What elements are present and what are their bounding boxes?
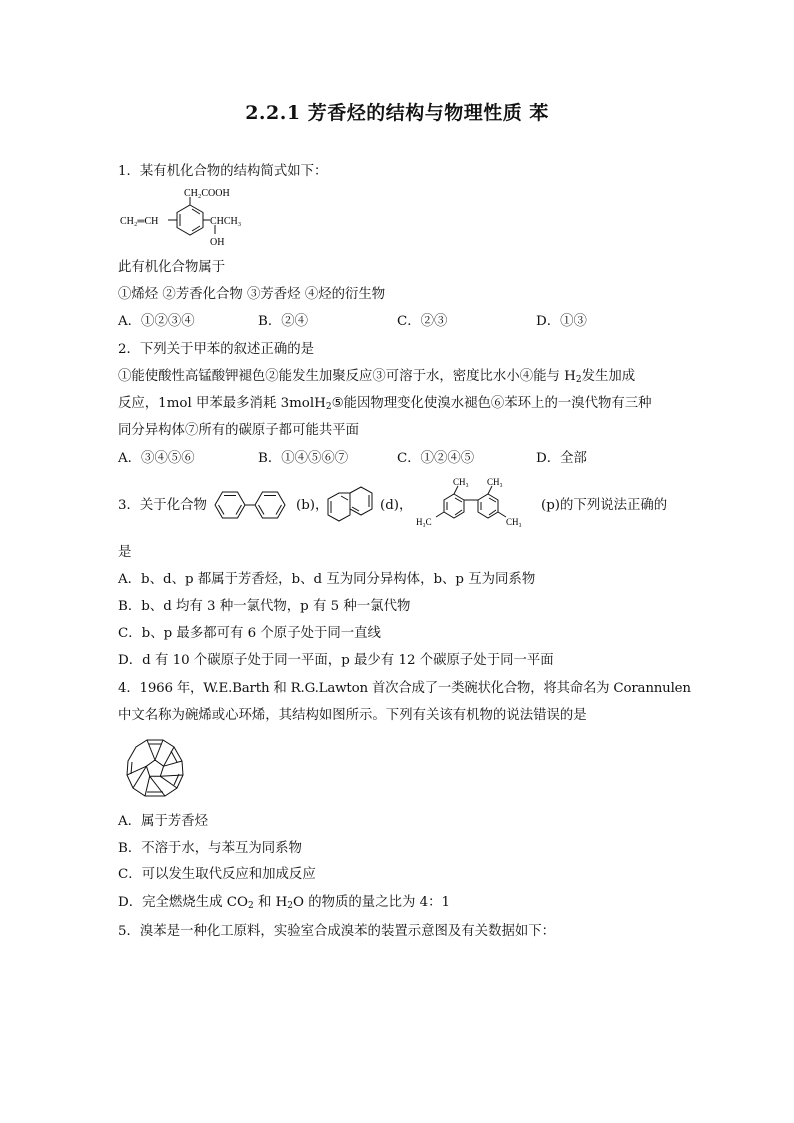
q1-stem: 1．某有机化合物的结构简式如下：	[118, 164, 328, 179]
q1-alcohol-label: CHCH₃	[210, 216, 242, 227]
q3-stem-end: 是	[118, 545, 132, 560]
page-title: 2.2.1 芳香烃的结构与物理性质 苯	[245, 102, 549, 124]
q1-question: 此有机化合物属于	[118, 260, 226, 275]
p-ch3-label-right: CH₃	[487, 477, 503, 487]
q1-option-c: C．②③	[397, 314, 448, 329]
q1-oh-label: OH	[210, 237, 225, 248]
q3-label-p: (p)的下列说法正确的	[541, 498, 668, 513]
q4-option-a: A．属于芳香烃	[118, 814, 209, 829]
q4-option-c: C．可以发生取代反应和加成反应	[118, 867, 316, 882]
q4-optd-text-e: O 的物质的量之比为 4：1	[293, 895, 451, 910]
corannulene-structure	[120, 733, 190, 803]
q3-label-b: (b)，	[296, 498, 329, 513]
q4-optd-text-a: D．完全燃烧生成 CO	[118, 895, 248, 910]
p-ch3-label-left: CH₃	[453, 477, 469, 487]
q1-option-d: D．①③	[536, 314, 587, 329]
q4-option-b: B．不溶于水，与苯互为同系物	[118, 841, 302, 856]
q1-option-a: A．①②③④	[118, 314, 195, 329]
q5-stem: 5．溴苯是一种化工原料，实验室合成溴苯的装置示意图及有关数据如下：	[118, 924, 556, 939]
q3-option-a: A．b、d、p 都属于芳香烃，b、d 互为同分异构体，b、p 互为同系物	[118, 572, 536, 587]
q2-stem: 2．下列关于甲苯的叙述正确的是	[118, 342, 314, 357]
q3-option-d: D．d 有 10 个碳原子处于同一平面，p 最少有 12 个碳原子处于同一平面	[118, 653, 554, 668]
q2-line1-text-c: 发生加成	[581, 369, 636, 384]
q2-option-d: D．全部	[536, 451, 587, 466]
biphenyl-structure-b	[210, 488, 294, 522]
q1-items: ①烯烃 ②芳香化合物 ③芳香烃 ④烃的衍生物	[118, 287, 386, 302]
q4-optd-sub-2: 2	[287, 901, 294, 911]
q3-option-c: C．b、p 最多都可有 6 个原子处于同一直线	[118, 626, 381, 641]
q3-stem: 3．关于化合物	[118, 498, 207, 513]
q2-option-a: A．③④⑤⑥	[118, 451, 195, 466]
q1-vinyl-label: CH₂═CH	[120, 216, 159, 227]
q2-line-3: 同分异构体⑦所有的碳原子都可能共平面	[118, 423, 360, 438]
q2-line-1	[118, 368, 635, 386]
q2-line2-text-c: ⑤能因物理变化使溴水褪色⑥苯环上的一溴代物有三种	[331, 396, 652, 411]
q1-structure-diagram	[118, 182, 268, 252]
q3-option-b: B．b、d 均有 3 种一氯代物，p 有 5 种一氯代物	[118, 599, 411, 614]
p-ch3-label-bottom: CH₃	[506, 517, 522, 527]
q4-line-2: 中文名称为碗烯或心环烯，其结构如图所示。下列有关该有机物的说法错误的是	[118, 708, 587, 723]
q2-line1-text-a: ①能使酸性高锰酸钾褪色②能发生加聚反应③可溶于水，密度比水小④能与 H	[118, 369, 576, 384]
q2-line-2	[118, 395, 652, 413]
q2-option-c: C．①②④⑤	[397, 451, 475, 466]
q2-option-b: B．①④⑤⑥⑦	[258, 451, 349, 466]
q1-ch2cooh-label: CH₂COOH	[184, 188, 230, 199]
q1-option-b: B．②④	[258, 314, 309, 329]
q4-optd-sub-1: 2	[247, 901, 254, 911]
q2-line1-sub: 2	[575, 375, 582, 385]
dimethylbiphenyl-structure-p	[412, 476, 540, 534]
naphthalene-structure-d	[326, 490, 376, 522]
q4-line-1: 4．1966 年，W.E.Barth 和 R.G.Lawton 首次合成了一类碗状化合物，将其命名为 Corannulen	[118, 681, 691, 696]
q2-line2-text-a: 反应，1mol 甲苯最多消耗 3molH	[118, 396, 326, 411]
q3-label-d: (d)，	[380, 498, 413, 513]
q4-option-d	[118, 894, 450, 912]
q4-optd-text-c: 和 H	[253, 895, 288, 910]
q2-line2-sub: 2	[325, 402, 332, 412]
p-h3c-label: H₃C	[416, 517, 432, 527]
